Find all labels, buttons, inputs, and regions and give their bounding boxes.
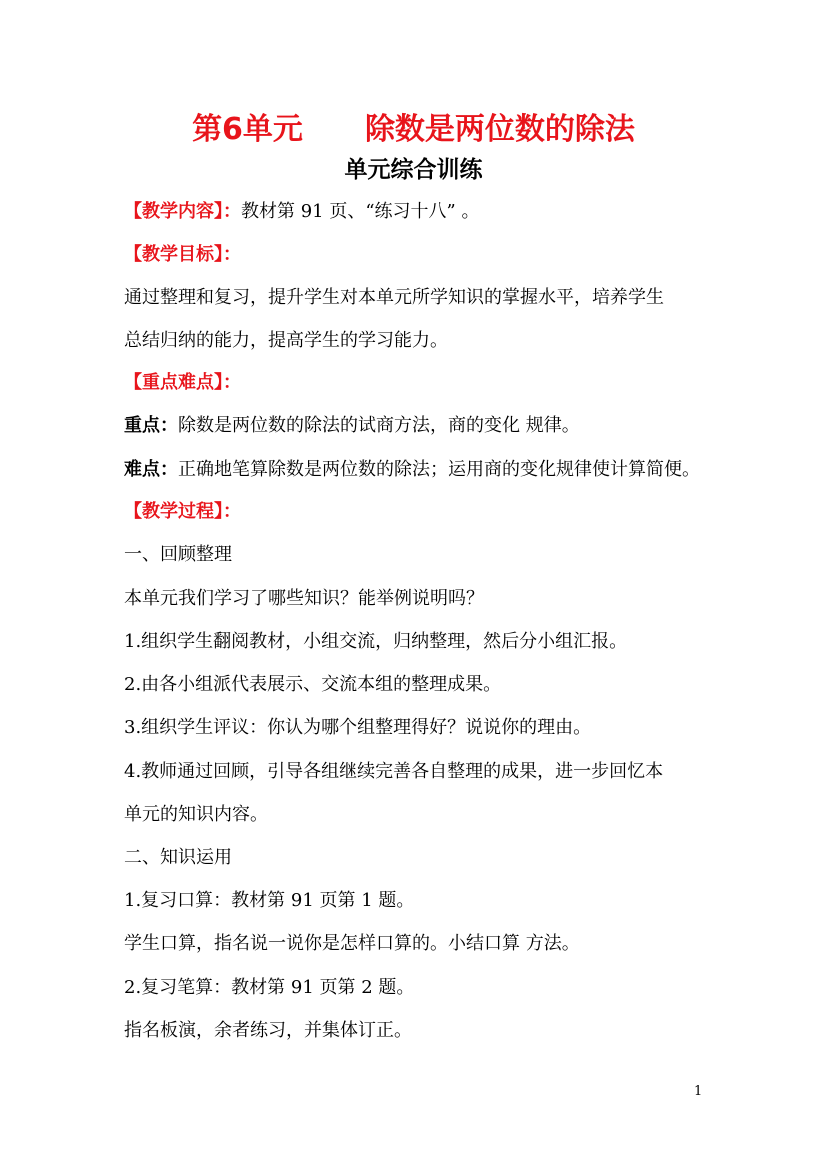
content-label: 【教学内容】： — [124, 201, 241, 222]
key-point-text: 除数是两位数的除法的试商方法，商的变化 规律。 — [178, 415, 580, 436]
page-number: 1 — [694, 1084, 703, 1099]
page-subtitle: 单元综合训练 — [344, 157, 483, 183]
hard-point-label: 难点： — [124, 459, 178, 480]
content-line — [124, 200, 479, 224]
review-step-1: 1.组织学生翻阅教材，小组交流，归纳整理，然后分小组汇报。 — [124, 631, 628, 652]
key-point-line — [124, 414, 580, 438]
hard-point-text: 正确地笔算除数是两位数的除法；运用商的变化规律使计算简便。 — [178, 459, 700, 480]
review-step-2: 2.由各小组派代表展示、交流本组的整理成果。 — [124, 674, 502, 695]
section-review-heading: 一、回顾整理 — [124, 544, 232, 565]
review-step-3: 3.组织学生评议：你认为哪个组整理得好？说说你的理由。 — [124, 717, 592, 738]
review-step-4-line1: 4.教师通过回顾，引导各组继续完善各自整理的成果，进一步回忆本 — [124, 761, 664, 782]
content-text: 教材第 91 页、“练习十八” 。 — [241, 201, 480, 222]
apply-step-1: 1.复习口算：教材第 91 页第 1 题。 — [124, 890, 415, 911]
goal-text-line2: 总结归纳的能力，提高学生的学习能力。 — [124, 330, 448, 351]
title-topic: 除数是两位数的除法 — [364, 112, 635, 147]
apply-step-2-detail: 指名板演，余者练习，并集体订正。 — [124, 1020, 412, 1041]
page-title — [0, 104, 827, 148]
hard-point-line — [124, 458, 700, 482]
process-label: 【教学过程】： — [124, 501, 241, 522]
review-step-4-line2: 单元的知识内容。 — [124, 804, 268, 825]
title-unit: 第6单元 — [192, 112, 303, 147]
apply-step-2: 2.复习笔算：教材第 91 页第 2 题。 — [124, 977, 415, 998]
apply-step-1-detail: 学生口算，指名说一说你是怎样口算的。小结口算 方法。 — [124, 933, 580, 954]
keypoints-label: 【重点难点】： — [124, 372, 241, 393]
section-apply-heading: 二、知识运用 — [124, 847, 232, 868]
key-point-label: 重点： — [124, 415, 178, 436]
goal-label: 【教学目标】： — [124, 244, 241, 265]
review-intro: 本单元我们学习了哪些知识？能举例说明吗？ — [124, 588, 484, 609]
goal-text-line1: 通过整理和复习，提升学生对本单元所学知识的掌握水平，培养学生 — [124, 287, 664, 308]
